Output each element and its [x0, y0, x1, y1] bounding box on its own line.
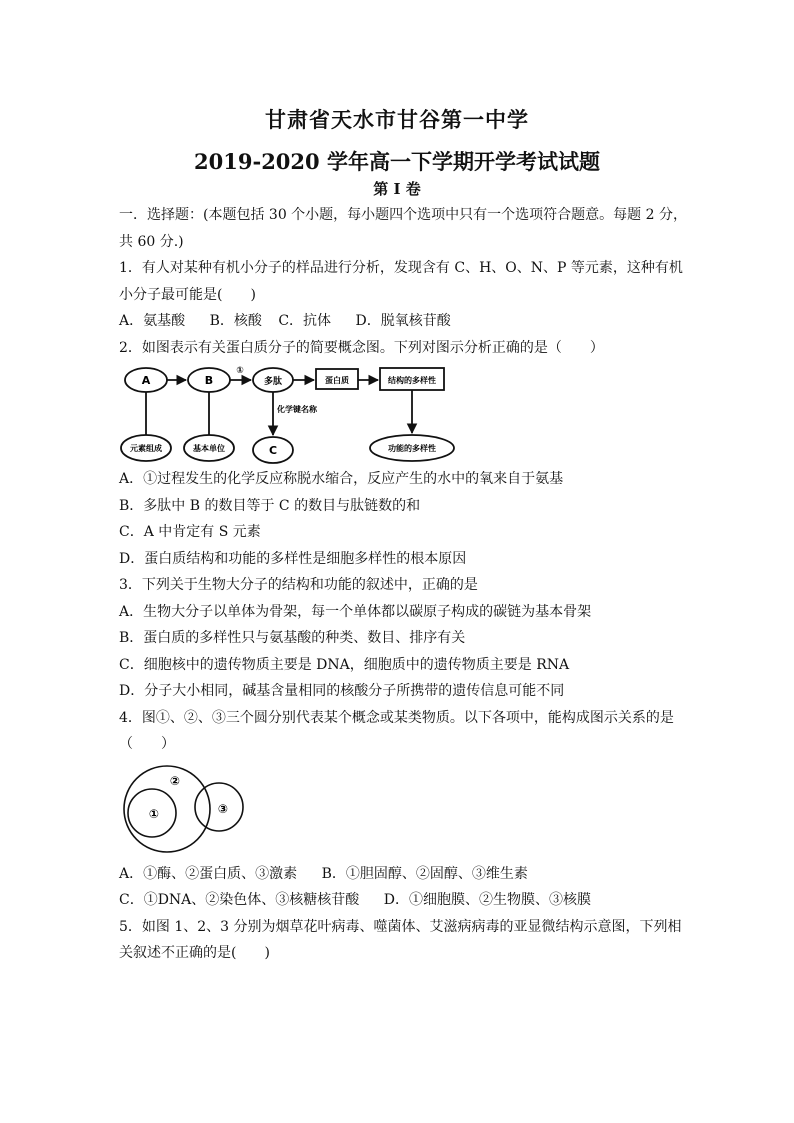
- q4-options-row1: [119, 861, 679, 888]
- q1-stem-line2: 小分子最可能是( ): [119, 286, 256, 303]
- school-title: 甘肃省天水市甘谷第一中学: [265, 107, 529, 132]
- q4-option-c: C．①DNA、②染色体、③核糖核苷酸: [119, 892, 360, 908]
- q3-option-b: B．蛋白质的多样性只与氨基酸的种类、数目、排序有关: [119, 630, 466, 646]
- q5-stem-line2: 关叙述不正确的是( ): [119, 945, 270, 961]
- q4-option-d: D．①细胞膜、②生物膜、③核膜: [383, 892, 591, 908]
- q1-options: [119, 308, 679, 335]
- node-elements: 元素组成: [130, 444, 162, 453]
- section-intro-line1: 一．选择题：(本题包括 30 个小题，每小题四个选项中只有一个选项符合题意。每题 2 分，: [119, 207, 687, 223]
- circles-relation-diagram: [119, 761, 259, 857]
- node-protein: 蛋白质: [325, 376, 349, 385]
- circle-1-label: ①: [148, 806, 160, 821]
- label-step-1: ①: [236, 366, 244, 376]
- node-c: C: [268, 444, 278, 457]
- node-structure-diversity: 结构的多样性: [388, 376, 436, 385]
- circle-2-label: ②: [169, 773, 181, 788]
- q1-option-c: C．抗体: [278, 313, 332, 329]
- q1-option-a: A．氨基酸: [119, 313, 186, 329]
- node-function-diversity: 功能的多样性: [388, 444, 436, 453]
- node-a: A: [141, 374, 151, 387]
- node-basic-unit: 基本单位: [193, 444, 225, 453]
- protein-concept-diagram: [119, 364, 459, 466]
- q1-stem-line1: 1．有人对某种有机小分子的样品进行分析，发现含有 C、H、O、N、P 等元素，这种有机: [119, 260, 683, 276]
- exam-title: 2019-2020 学年高一下学期开学考试试题: [194, 149, 600, 174]
- q4-stem-line1: 4．图①、②、③三个圆分别代表某个概念或某类物质。以下各项中，能构成图示关系的是: [119, 709, 674, 726]
- node-b: B: [204, 374, 214, 387]
- q4-options-row2: [119, 887, 679, 914]
- q1-option-b: B．核酸: [209, 313, 262, 329]
- circle-3-label: ③: [217, 801, 229, 816]
- q4-option-a: A．①酶、②蛋白质、③激素: [119, 865, 298, 882]
- section-intro-line2: 共 60 分.): [119, 233, 184, 250]
- node-peptide: 多肽: [263, 377, 283, 387]
- q2-option-c: C．A 中肯定有 S 元素: [119, 524, 261, 540]
- q1-option-d: D．脱氧核苷酸: [355, 313, 451, 329]
- q5-stem-line1: 5．如图 1、2、3 分别为烟草花叶病毒、噬菌体、艾滋病病毒的亚显微结构示意图，下列相: [119, 918, 682, 935]
- label-bond-name: 化学键名称: [277, 405, 317, 414]
- q2-option-a: A．①过程发生的化学反应称脱水缩合，反应产生的水中的氧来自于氨基: [119, 471, 564, 487]
- volume-label: 第 I 卷: [373, 180, 421, 198]
- q2-stem: 2．如图表示有关蛋白质分子的简要概念图。下列对图示分析正确的是（ ）: [119, 339, 604, 356]
- q3-option-c: C．细胞核中的遗传物质主要是 DNA，细胞质中的遗传物质主要是 RNA: [119, 656, 570, 673]
- q2-option-b: B．多肽中 B 的数目等于 C 的数目与肽链数的和: [119, 497, 421, 514]
- q2-option-d: D．蛋白质结构和功能的多样性是细胞多样性的根本原因: [119, 550, 467, 567]
- q3-option-a: A．生物大分子以单体为骨架，每一个单体都以碳原子构成的碳链为基本骨架: [119, 603, 592, 620]
- q3-stem: 3．下列关于生物大分子的结构和功能的叙述中，正确的是: [119, 577, 478, 593]
- exam-content: [119, 202, 687, 967]
- q4-option-b: B．①胆固醇、②固醇、③维生素: [321, 865, 528, 882]
- q3-option-d: D．分子大小相同，碱基含量相同的核酸分子所携带的遗传信息可能不同: [119, 683, 565, 699]
- q4-stem-line2: （ ）: [119, 736, 175, 752]
